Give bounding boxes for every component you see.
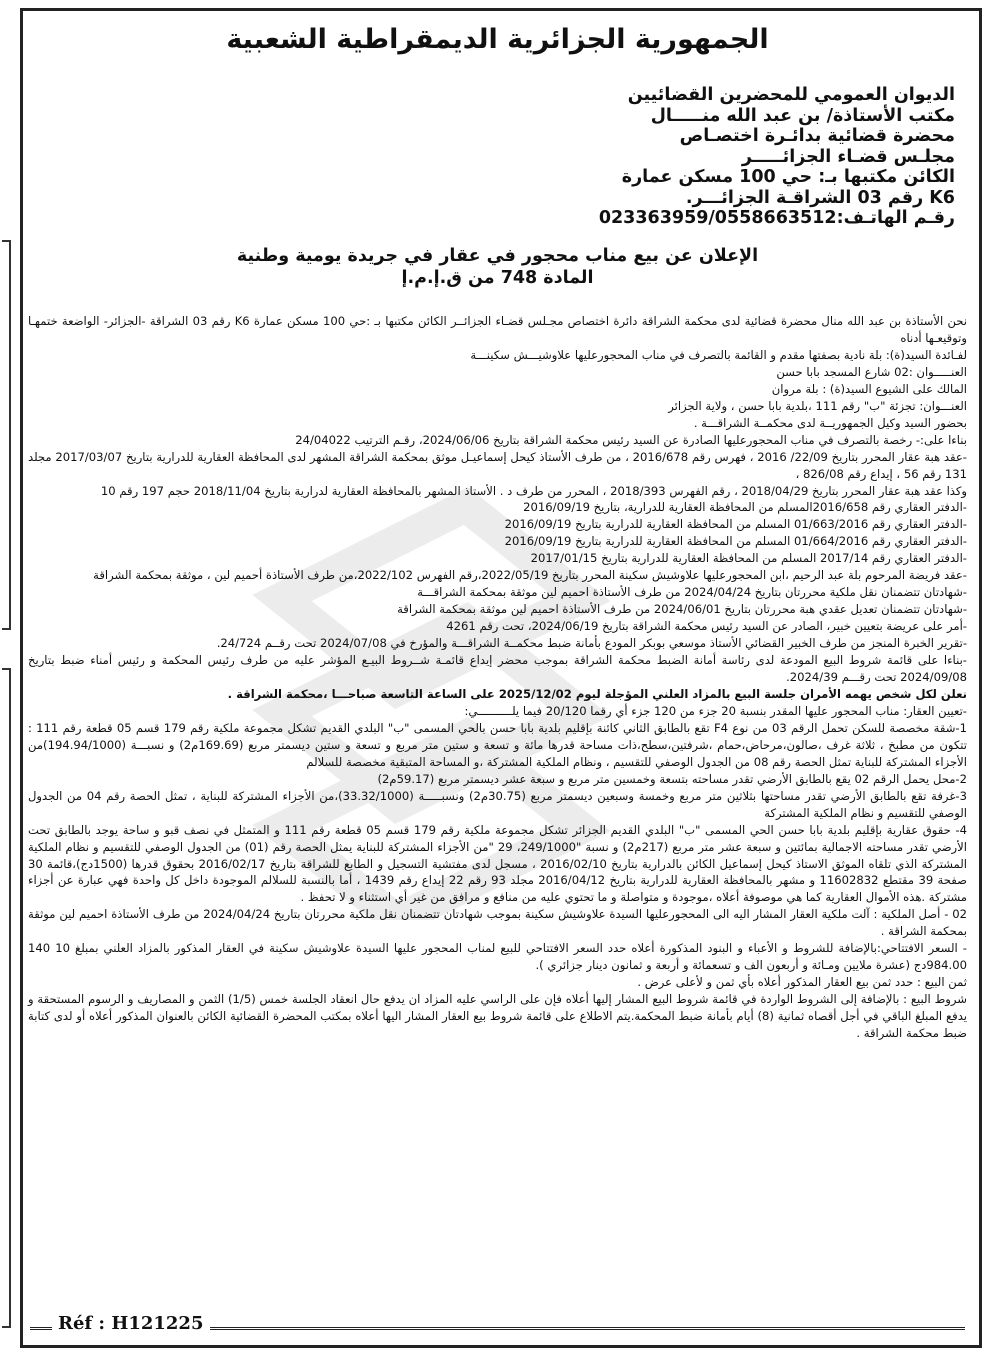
paragraph: -الدفتر العقاري رقم 2016/658المسلم من المحافظة العقارية للدرارية، بتاريخ 2016/09/19 (523, 500, 967, 515)
office-line: الديوان العمومي للمحضرين القضائيين (627, 85, 955, 105)
paragraph: -شهادتان تتضمنان تعديل عقدي هبة محررتان بتاريخ 2024/06/01 من طرف الأستاذة احميم لين موثقة بمحكمة الشراقة (397, 602, 967, 617)
reference-number: Réf : H121225 (52, 1313, 210, 1334)
office-line: رقـم الهاتـف:023363959/0558663512 (598, 208, 955, 228)
paragraph: 1-شقة مخصصة للسكن تحمل الرقم 03 من نوع F4 تقع بالطابق الثاني كائنة بإقليم بلدية بابا حسن بالحي المسمى "ب" البلدي القديم تشكل مجموعة ملكية رقم 179 قسم 05 قطعة رقم 111 : تتكون من مطبخ ، ثلاثة غرف ،صالون،مرحاض،حمام ،شرفتين،سطح،ذات مساحة قدرها مائة و تسعة و ستين متر مربع و تسعة و ستين ديسمتر مربع (169.69م2) و نسبـــة (194.94/1000)من الأجزاء المشتركة للبناية تمثل الحصة رقم 08 من الجدول الوصفي للتقسيم ، ونظام الملكية المشتركة ،و المساحة المتبقية مخصصة للسلالم (28, 720, 967, 769)
paragraph: -تقرير الخبرة المنجز من طرف الخبير القضائي الأستاذ موسعي بوبكر المودع بأمانة ضبط محكمــة الشراقـــة والمؤرخ في 2024/07/08 تحت رقــم 24/724. (216, 636, 967, 651)
office-line: مكتب الأستاذة/ بن عبد الله منـــــال (650, 105, 955, 126)
paragraph: - السعر الافتتاحي:بالإضافة للشروط و الأعباء و البنود المذكورة أعلاه حدد السعر الافتتاحي للبيع لمناب المحجور عليها السيدة علاوشيش سكينة في العقار المذكور بالمزاد العلني بمبلغ 10 140 984.00دج (عشرة ملايين ومـائة و أربعون الف و تسعمائة و أربعة و ثمانون دينار جزائري ). (28, 941, 967, 973)
paragraph: -الدفتر العقاري رقم 2017/14 المسلم من المحافظة العقارية للدرارية بتاريخ 2017/01/15 (530, 551, 967, 566)
paragraph: بحضور السيد وكيل الجمهوريــة لدى محكمــة الشراقـــة . (693, 415, 967, 430)
notice-body (28, 313, 967, 1042)
paragraph: ثمن البيع : حدد ثمن بيع العقار المذكور أعلاه بأي ثمن و لأعلى عرض . (637, 975, 967, 990)
paragraph: لفـائدة السيد(ة): بلة نادية بصفتها مقدم و القائمة بالتصرف في مناب المحجورعليها علاوشيـــش سكينـــة (470, 347, 967, 362)
paragraph: العنـــــوان :02 شارع المسجد بابا حسن (776, 364, 967, 379)
paragraph: 4- حقوق عقارية بإقليم بلدية بابا حسن الحي المسمى "ب" البلدي القديم الجزائر تشكل مجموعة ملكية رقم 179 قسم 05 قطعة رقم 111 و المتمثل في نصف قبو و ساحة يوجد بالطابق تحت الأرضي تقدر مساحته الاجمالية بمائتين و سبعة عشر متر مربع (217م2) و نسبة "249/1000، 29 "من الأجزاء المشتركة للبناية يمثل الحصة رقم (01) من الجدول الوصفي للتقسيم و نظام الملكية المشتركة الذي تلقاه الموثق الاستاذ كيحل إسماعيل الكائن بالدرارية بتاريخ 2016/02/10 ، مسجل لدى مفتشية التسجيل و الطابع للشراقة بتاريخ 2016/02/17 بحقوق قدرها (1500دج)،قائمة 30 صفحة 39 مقتطع 11602832 و مشهر بالمحافظة العقارية للدرارية بتاريخ 2016/04/12 مجلد 93 رقم 22 إيداع رقم 1439 ، أما بالنسبة للسلالم الموجودة داخل كل واحدة فهي عبارة عن أجزاء مشتركة .هذه الأموال العقارية كما هي موصوفة أعلاه ،موجودة و متواصلة و ما تحتوي عليه من منافع و مرافق من غير أي استثناء و لا تحفظ . (28, 822, 968, 905)
bailiff-office-block (235, 85, 955, 229)
page-title: الجمهورية الجزائرية الديمقراطية الشعبية (226, 24, 769, 55)
reference-footer (30, 1313, 965, 1339)
paragraph: -أمر على عريضة بتعيين خبير، الصادر عن السيد رئيس محكمة الشراقة بتاريخ 2024/06/19، تحت رقم 4261 (446, 619, 967, 634)
paragraph: 02 - أصل الملكية : آلت ملكية العقار المشار اليه الى المحجورعليها السيدة علاوشيش سكينة بموجب شهادتان تتضمنان نقل ملكية محررتان بتاريخ 2024/04/24 من طرف الأستاذة احميم لين موثقة بمحكمة الشراقة . (28, 907, 967, 939)
paragraph: العنـــوان: تجزئة "ب" رقم 111 ،بلدية بابا حسن ، ولاية الجزائر (668, 398, 967, 413)
left-edge-bracket (2, 240, 11, 630)
office-line: K6 رقم 03 الشراقـة الجزائـــر. (685, 187, 955, 208)
paragraph: بناءا على:- رخصة بالتصرف في مناب المحجورعليها الصادرة عن السيد رئيس محكمة الشراقة بتاريخ 2024/06/06، رقـم الترتيب 24/04022 (295, 432, 967, 447)
paragraph: -شهادتان تتضمنان نقل ملكية محررتان بتاريخ 2024/04/24 من طرف الأستاذة احميم لين موثقة بمحكمة الشراقـــة (417, 585, 967, 600)
paragraph: -الدفتر العقاري رقم 01/664/2016 المسلم من المحافظة العقارية للدرارية بتاريخ 2016/09/19 (504, 534, 967, 549)
left-edge-bracket (2, 668, 11, 1328)
paragraph: نعلن لكل شخص يهمه الأمران جلسة البيع بالمزاد العلني المؤجلة ليوم 2025/12/02 على الساعة التاسعة صباحـــا ،محكمة الشراقة . (227, 686, 967, 701)
office-line: الكائن مكتبها بـ: حي 100 مسكن عمارة (621, 167, 955, 187)
notice-title: الإعلان عن بيع مناب محجور في عقار في جريدة يومية وطنية (236, 246, 759, 266)
notice-article: المادة 748 من ق.إ.م.إ (401, 268, 594, 288)
office-line: محضرة قضائية بدائـرة اختصـاص (679, 126, 955, 146)
paragraph: 3-غرفة تقع بالطابق الأرضي تقدر مساحتها بثلاثين متر مربع وخمسة وسبعين ديسمتر مربع (30.75م2) ونسبـــــة (33.32/1000)،من الأجزاء المشتركة للبناية ، تمثل الحصة رقم 04 من الجدول الوصفي للتقسيم و نظام الملكية المشتركة (28, 788, 967, 820)
paragraph: شروط البيع : بالإضافة إلى الشروط الواردة في قائمة شروط البيع المشار إليها أعلاه فإن على الراسي عليه المزاد ان يدفع حال انعقاد الجلسة خمس (1/5) الثمن و المصاريف و الرسوم المستحقة و يدفع المبلغ الباقي في أجل أقصاه ثمانية (8) أيام بأمانة ضبط المحكمة.يتم الاطلاع على قائمة شروط بيع العقار المشار اليها أعلاه بمكتب المحضرة القضائية الكائن بالعنوان المذكور أعلاه أو لدى كتابة ضبط محكمة الشراقة . (28, 992, 968, 1041)
paragraph: -الدفتر العقاري رقم 01/663/2016 المسلم من المحافظة العقارية للدرارية بتاريخ 2016/09/19 (504, 517, 967, 532)
paragraph: -تعيين العقار: مناب المحجور عليها المقدر بنسبة 20 جزء من 120 جزء أي رقما 20/120 فيما يلــــــــــي: (464, 703, 967, 718)
paragraph: المالك على الشيوع السيد(ة) : بلة مروان (771, 381, 967, 396)
paragraph: -بناءا على قائمة شروط البيع المودعة لدى رئاسة أمانة الضبط محكمة الشراقة بموجب محضر إيداع قائمـة شــروط البيـع المؤشر عليه من طرف رئيس المحكمة و رئيس أمناء ضبط بتاريخ 2024/09/08 تحت رقـــم 2024/39. (28, 653, 967, 685)
paragraph: -عقد فريضة المرحوم بلة عبد الرحيم ،ابن المحجورعليها علاوشيش سكينة المحرر بتاريخ 2022/05/19،رقم الفهرس 2022/102،من طرف الأستاذة أحميم لين ، موثقة بمحكمة الشراقة (93, 568, 967, 583)
paragraph: -عقد هبة عقار المحرر بتاريخ 22/09/ 2016 ، فهرس رقم 2016/678 ، من طرف الأستاذ كيحل إسماعيـل موثق بمحكمة الشراقة المشهر لدى المحافظة العقارية للدرارية بتاريخ 2017/03/07 مجلد 131 رقم 56 ، إيداع رقم 826/08 ، (28, 449, 967, 481)
paragraph: وكذا عقد هبة عقار المحرر بتاريخ 2018/04/29 ، رقم الفهرس 2018/393 ، المحرر من طرف د . الأستاذ المشهر بالمحافظة العقارية لدرارية بتاريخ 2018/11/04 حجم 197 رقم 10 (100, 483, 967, 498)
paragraph: نحن الأستاذة بن عبد الله منال محضرة قضائية لدى محكمة الشراقة دائرة اختصاص مجـلس قضـاء الجزائــر الكائن مكتبها بـ :حي 100 مسكن عمارة K6 رقم 03 الشراقة -الجزائر- الواضعة ختمهـا وتوقيعـها أدناه (28, 314, 968, 345)
paragraph: 2-محل يحمل الرقم 02 يقع بالطابق الأرضي تقدر مساحته بتسعة وخمسين متر مربع و سبعة عشر ديسمتر مربع (59.17م2) (377, 771, 967, 786)
notice-heading (40, 245, 955, 289)
office-line: مجلـس قضـاء الجزائـــــر (741, 146, 955, 167)
